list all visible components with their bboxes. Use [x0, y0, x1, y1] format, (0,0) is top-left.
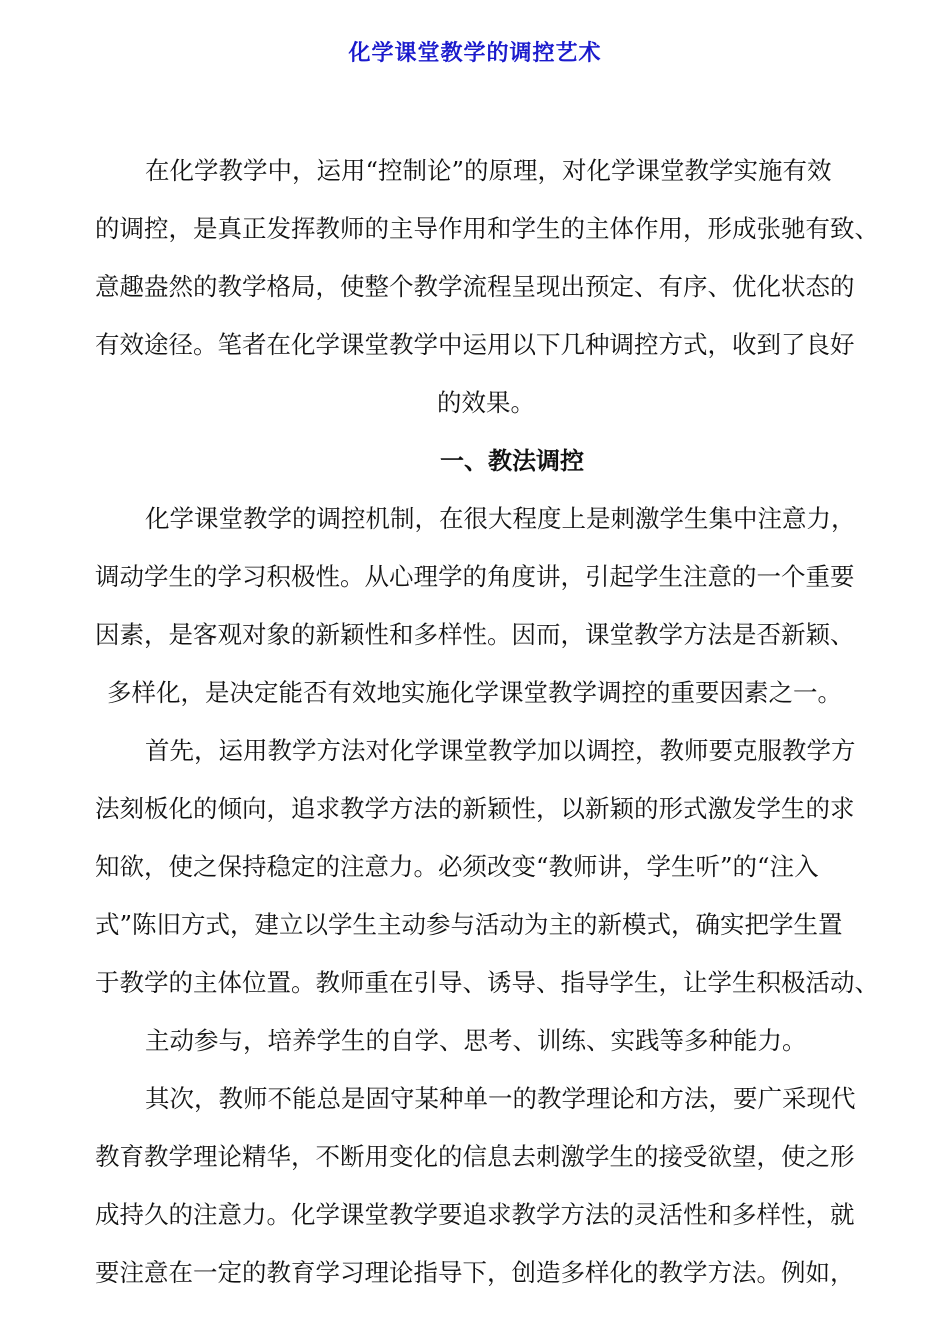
intro-line: 有效途径。笔者在化学课堂教学中运用以下几种调控方式，收到了良好	[95, 330, 855, 359]
body-line: 调动学生的学习积极性。从心理学的角度讲，引起学生注意的一个重要	[95, 562, 855, 591]
body-line: 法刻板化的倾向，追求教学方法的新颖性，以新颖的形式激发学生的求	[95, 794, 855, 823]
intro-line: 意趣盎然的教学格局，使整个教学流程呈现出预定、有序、优化状态的	[95, 272, 855, 301]
section-heading: 一、教法调控	[440, 447, 584, 475]
body-line: 教育教学理论精华，不断用变化的信息去刺激学生的接受欲望，使之形	[95, 1142, 855, 1171]
body-line: 于教学的主体位置。教师重在引导、诱导、指导学生，让学生积极活动、	[95, 968, 879, 997]
intro-line: 在化学教学中，运用“控制论”的原理，对化学课堂教学实施有效	[145, 156, 832, 185]
body-line: 其次，教师不能总是固守某种单一的教学理论和方法，要广采现代	[145, 1084, 856, 1113]
body-line: 要注意在一定的教育学习理论指导下，创造多样化的教学方法。例如，	[95, 1258, 855, 1287]
body-line: 因素，是客观对象的新颖性和多样性。因而，课堂教学方法是否新颖、	[95, 620, 855, 649]
intro-line: 的调控，是真正发挥教师的主导作用和学生的主体作用，形成张驰有致、	[95, 214, 879, 243]
body-line: 多样化，是决定能否有效地实施化学课堂教学调控的重要因素之一。	[107, 678, 842, 707]
body-line: 式”陈旧方式，建立以学生主动参与活动为主的新模式，确实把学生置	[95, 910, 843, 939]
intro-line: 的效果。	[437, 388, 535, 417]
body-line: 成持久的注意力。化学课堂教学要追求教学方法的灵活性和多样性，就	[95, 1200, 855, 1229]
body-line: 首先，运用教学方法对化学课堂教学加以调控，教师要克服教学方	[145, 736, 856, 765]
document-title: 化学课堂教学的调控艺术	[348, 41, 602, 66]
body-line: 主动参与，培养学生的自学、思考、训练、实践等多种能力。	[145, 1026, 807, 1055]
body-line: 化学课堂教学的调控机制，在很大程度上是刺激学生集中注意力，	[145, 504, 856, 533]
body-line: 知欲，使之保持稳定的注意力。必须改变“教师讲，学生听”的“注入	[95, 852, 819, 881]
